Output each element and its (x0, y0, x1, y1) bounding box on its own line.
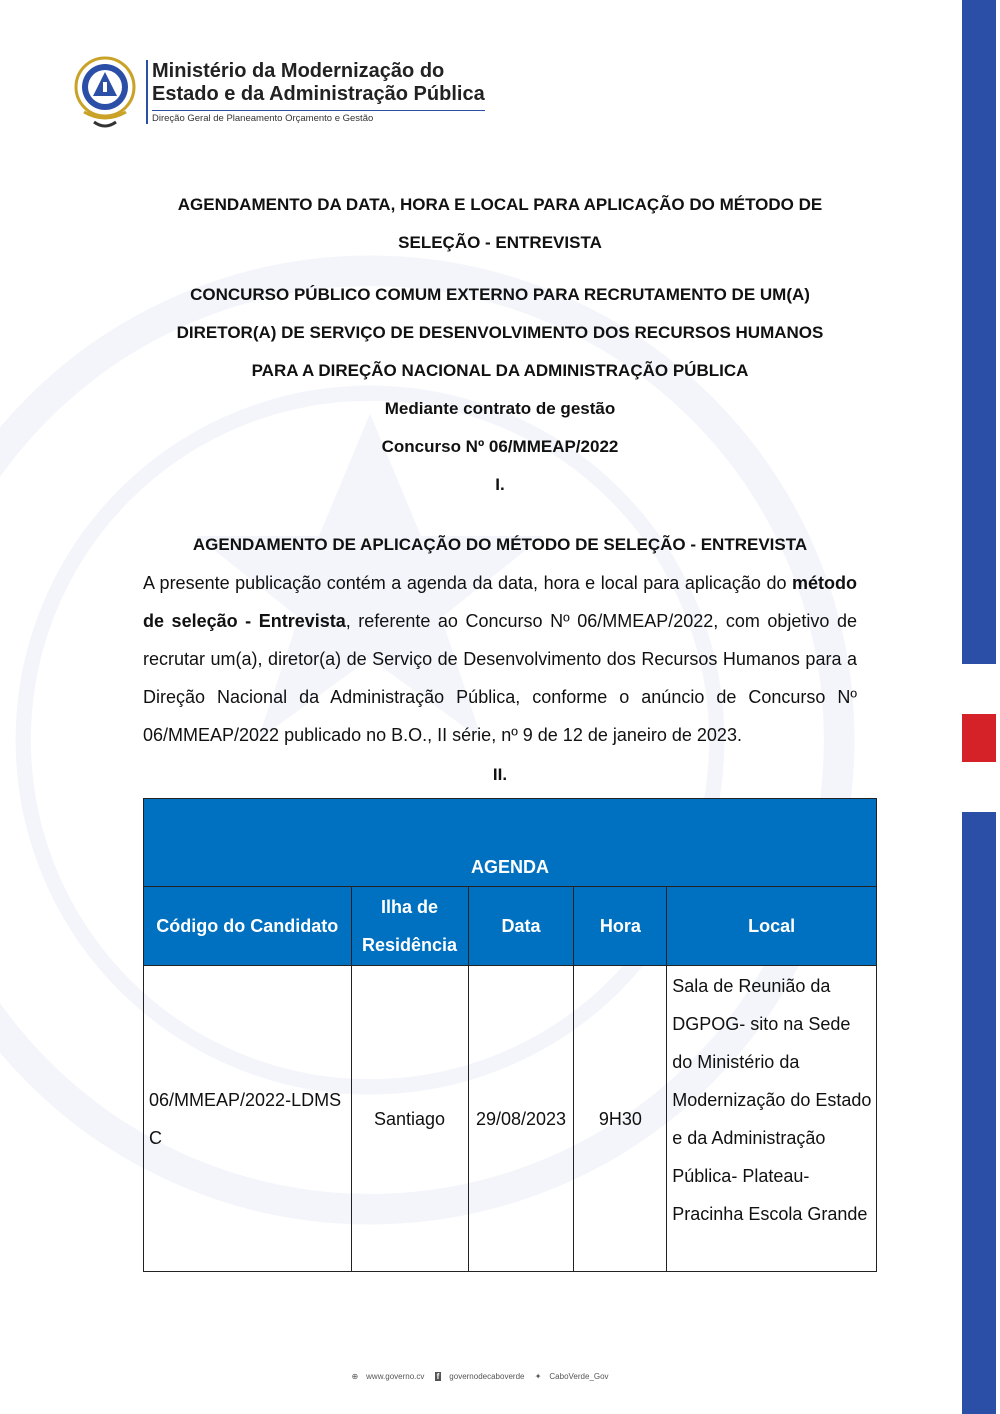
column-header-local: Local (667, 887, 877, 966)
title-line1: AGENDAMENTO DA DATA, HORA E LOCAL PARA APLICAÇÃO DO MÉTODO DE (177, 195, 823, 214)
footer (0, 1372, 960, 1381)
cell-hora: 9H30 (574, 966, 667, 1272)
title-line4: DIRETOR(A) DE SERVIÇO DE DESENVOLVIMENTO DOS RECURSOS HUMANOS (176, 323, 824, 342)
cell-codigo: 06/MMEAP/2022-LDMSC (144, 966, 352, 1272)
section-number-1: I. (495, 475, 505, 494)
body-paragraph (143, 564, 857, 754)
footer-facebook[interactable]: governodecaboverde (449, 1372, 525, 1381)
body-text-part2: , referente ao Concurso Nº 06/MMEAP/2022, com objetivo de recrutar um(a), diretor(a) de Serviço de Desenvolvimento dos Recursos Humanos para a Direção Nacional da Administração Pública, conforme o anúncio de Concurso Nº 06/MMEAP/2022 publicado no B.O., II série, nº 9 de 12 de janeiro de 2023. (143, 611, 857, 745)
globe-icon: ⊕ (351, 1372, 359, 1381)
cell-ilha: Santiago (351, 966, 468, 1272)
title-line3: CONCURSO PÚBLICO COMUM EXTERNO PARA RECRUTAMENTO DE UM(A) (190, 285, 810, 304)
ministry-name-line1: Ministério da Modernização do (152, 60, 445, 82)
body-text-part1: A presente publicação contém a agenda da data, hora e local para aplicação do (143, 573, 792, 593)
directorate-name: Direção Geral de Planeamento Orçamento e Gestão (152, 110, 485, 124)
twitter-icon: ✦ (534, 1372, 542, 1381)
agenda-table (143, 798, 877, 1272)
side-stripe-blue-top (962, 0, 996, 664)
table-row (144, 966, 877, 1272)
column-header-codigo: Código do Candidato (144, 887, 352, 966)
ministry-name-line2: Estado e da Administração Pública (152, 83, 485, 105)
title-line5: PARA A DIREÇÃO NACIONAL DA ADMINISTRAÇÃO PÚBLICA (251, 361, 749, 380)
side-stripe-red (962, 714, 996, 762)
footer-website[interactable]: www.governo.cv (366, 1372, 425, 1381)
ministry-header (146, 60, 485, 124)
coat-of-arms-logo (72, 54, 138, 132)
column-header-hora: Hora (574, 887, 667, 966)
column-header-ilha: Ilha de Residência (351, 887, 468, 966)
title-line7: Concurso Nº 06/MMEAP/2022 (381, 437, 619, 456)
section-number-2: II. (492, 765, 508, 784)
side-stripe-blue-bottom (962, 812, 996, 1414)
title-line6: Mediante contrato de gestão (384, 399, 616, 418)
column-header-data: Data (468, 887, 574, 966)
section1-heading: AGENDAMENTO DE APLICAÇÃO DO MÉTODO DE SELEÇÃO - ENTREVISTA (192, 535, 808, 554)
document-title (143, 186, 857, 564)
agenda-title: AGENDA (144, 799, 877, 887)
facebook-icon: f (436, 1372, 440, 1381)
title-line2: SELEÇÃO - ENTREVISTA (398, 233, 602, 252)
footer-twitter[interactable]: CaboVerde_Gov (549, 1372, 609, 1381)
cell-data: 29/08/2023 (468, 966, 574, 1272)
cell-local: Sala de Reunião da DGPOG- sito na Sede do Ministério da Modernização do Estado e da Administração Pública- Plateau- Pracinha Escola Grande (667, 966, 877, 1272)
body-text-bold: método de seleção - Entrevista (143, 573, 857, 631)
